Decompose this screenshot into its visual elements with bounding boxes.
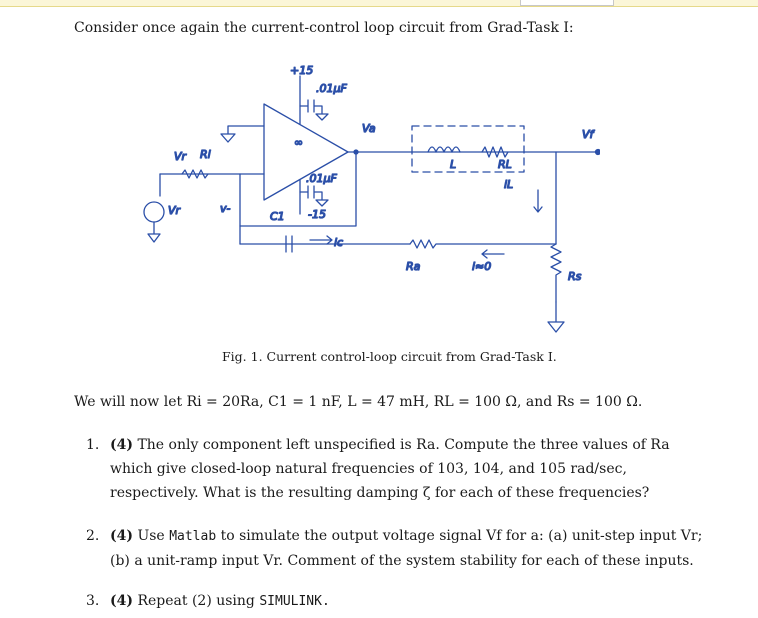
label-rl: RL — [498, 158, 512, 171]
vr-ground — [148, 222, 160, 242]
ic-arrow — [310, 236, 332, 244]
label-cap-top: .01µF — [316, 82, 347, 95]
label-gain: ∞ — [294, 136, 304, 149]
output-down-wire — [240, 152, 356, 226]
label-l: L — [450, 158, 457, 171]
question-3 — [86, 589, 706, 614]
vf-node — [596, 150, 601, 155]
question-2 — [86, 524, 706, 573]
vr-source — [144, 202, 164, 222]
label-vr-top: Vr — [174, 150, 187, 163]
label-cap-bottom: .01µF — [306, 172, 337, 185]
label-v-minus: v- — [220, 202, 231, 215]
ra-zigzag — [410, 240, 556, 248]
question-2-marks: (4) — [110, 528, 133, 544]
question-3-marks: (4) — [110, 593, 133, 609]
noninv-input-wire — [221, 126, 264, 142]
intro-text: Consider once again the current-control loop circuit from Grad-Task I: — [74, 20, 574, 36]
question-1 — [86, 433, 706, 505]
question-3-text-pre: Repeat (2) using — [137, 593, 255, 609]
circuit-figure — [120, 62, 600, 347]
label-il: iL — [504, 178, 514, 191]
rs-zigzag — [551, 244, 561, 302]
toolbar-tab[interactable] — [520, 0, 614, 6]
circuit-diagram — [120, 62, 600, 347]
cap-bottom-symbol — [300, 186, 328, 206]
opamp-triangle — [264, 104, 348, 200]
label-va: Va — [362, 122, 376, 135]
question-1-marks: (4) — [110, 437, 133, 453]
cap-top-symbol — [300, 100, 328, 120]
question-3-number: 3. — [86, 593, 100, 609]
inductor-coils — [428, 147, 460, 152]
question-3-tool: SIMULINK. — [259, 594, 330, 609]
question-2-text-post: to simulate the output voltage signal Vf for a: (a) unit-step input Vr; (b) a unit-ramp input Vr. Comment of the system stability for each of these inputs. — [110, 528, 703, 569]
question-2-tool: Matlab — [169, 529, 217, 544]
il-arrow — [534, 190, 542, 212]
label-supply-pos: +15 — [290, 64, 314, 77]
ground-rs — [548, 302, 564, 332]
label-vr-source: Vr — [168, 204, 181, 217]
label-supply-neg: -15 — [308, 208, 326, 221]
question-2-text-pre: Use — [137, 528, 165, 544]
label-ra: Ra — [406, 260, 421, 273]
parameter-statement: We will now let Ri = 20Ra, C1 = 1 nF, L = 47 mH, RL = 100 Ω, and Rs = 100 Ω. — [74, 394, 643, 410]
question-2-number: 2. — [86, 528, 100, 544]
label-c1: C1 — [270, 210, 285, 223]
top-toolbar-strip — [0, 0, 758, 7]
label-ic: ic — [334, 236, 344, 249]
label-rs: Rs — [568, 270, 582, 283]
i0-arrow — [482, 250, 504, 258]
figure-caption: Fig. 1. Current control-loop circuit from Grad-Task I. — [222, 349, 557, 364]
label-i0: i≈0 — [472, 260, 492, 273]
label-vf: Vf — [582, 128, 594, 141]
question-1-text: The only component left unspecified is Ra. Compute the three values of Ra which give closed-loop natural frequencies of 103, 104, and 105 rad/sec, respectively. What is the resulting damping ζ for each of these frequencies? — [110, 437, 670, 501]
label-ri: Ri — [200, 148, 211, 161]
question-1-number: 1. — [86, 437, 100, 453]
